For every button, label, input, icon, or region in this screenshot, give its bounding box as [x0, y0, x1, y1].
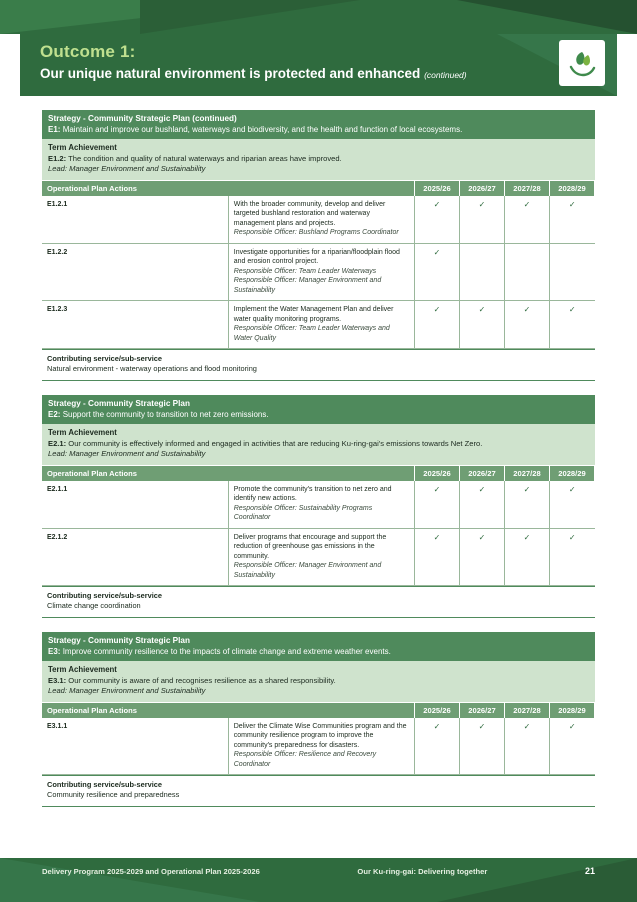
col-header-year-2: 2026/27: [460, 466, 505, 481]
col-header-year-2: 2026/27: [460, 703, 505, 718]
year-tick: ✓: [415, 481, 460, 529]
table-header-row: [42, 466, 595, 481]
contributing-heading: Contributing service/sub-service: [47, 780, 162, 789]
continued-note: (continued): [424, 70, 467, 80]
col-header-action: Operational Plan Actions: [42, 703, 415, 718]
table-row: [42, 481, 595, 529]
term-heading: Term Achievement: [48, 428, 117, 437]
footer-wedge-right: [437, 858, 637, 902]
responsible-officer: Responsible Officer: Manager Environment and Sustainability: [233, 562, 382, 579]
top-decorative-band: [0, 0, 637, 34]
year-tick: ✓: [505, 718, 550, 775]
term-achievement: [42, 661, 595, 703]
year-tick: ✓: [415, 718, 460, 775]
outcome-content: [42, 110, 595, 821]
contributing-service: [42, 775, 595, 807]
col-header-year-1: 2025/26: [415, 466, 460, 481]
year-tick-empty: [550, 243, 595, 301]
actions-table: [42, 703, 595, 776]
strategy-bar: [42, 110, 595, 139]
table-row: [42, 196, 595, 244]
action-text: Implement the Water Management Plan and deliver water quality monitoring programs.: [233, 306, 394, 323]
action-code: E2.1.2: [42, 528, 228, 586]
col-header-year-1: 2025/26: [415, 181, 460, 196]
responsible-officer: Responsible Officer: Resilience and Recovery Coordinator: [233, 751, 377, 768]
footer-document-title: Delivery Program 2025-2029 and Operational Plan 2025-2026: [42, 866, 260, 876]
strategy-block: [42, 632, 595, 807]
action-text: Deliver programs that encourage and support the reduction of greenhouse gas emissions in the community.: [233, 533, 387, 560]
strategy-label: Strategy - Community Strategic Plan: [48, 399, 190, 408]
year-tick: ✓: [505, 301, 550, 349]
year-tick: ✓: [415, 243, 460, 301]
col-header-year-4: 2028/29: [550, 703, 595, 718]
col-header-action: Operational Plan Actions: [42, 181, 415, 196]
responsible-officer-secondary: Responsible Officer: Manager Environment and Sustainability: [233, 277, 382, 294]
action-cell: [228, 301, 414, 349]
year-tick: ✓: [460, 301, 505, 349]
term-achievement: [42, 424, 595, 466]
responsible-officer: Responsible Officer: Team Leader Waterways: [233, 267, 377, 275]
action-cell: [228, 528, 414, 586]
year-tick: ✓: [550, 528, 595, 586]
band-wedge-right: [457, 0, 637, 34]
action-cell: [228, 718, 414, 775]
table-row: [42, 301, 595, 349]
action-text: With the broader community, develop and deliver targeted bushland restoration and waterway management plans and projects.: [233, 200, 386, 227]
year-tick: ✓: [505, 196, 550, 244]
table-row: [42, 718, 595, 775]
footer-wedge-left: [0, 858, 260, 902]
term-text: Our community is effectively informed and engaged in activities that are reducing Ku-ring-gai's emissions towards Net Zero.: [68, 438, 483, 448]
strategy-label: Strategy - Community Strategic Plan: [48, 636, 190, 645]
col-header-year-3: 2027/28: [505, 181, 550, 196]
action-code: E1.2.2: [42, 243, 228, 301]
year-tick: ✓: [415, 196, 460, 244]
contributing-text: Community resilience and preparedness: [47, 790, 180, 799]
strategy-code: E1:: [48, 125, 61, 134]
col-header-year-1: 2025/26: [415, 703, 460, 718]
table-row: [42, 528, 595, 586]
strategy-code: E2:: [48, 410, 61, 419]
term-code: E3.1:: [48, 675, 67, 685]
term-heading: Term Achievement: [48, 143, 117, 152]
year-tick: ✓: [550, 718, 595, 775]
band-wedge-mid: [140, 0, 360, 34]
term-code: E1.2:: [48, 153, 67, 163]
col-header-year-3: 2027/28: [505, 466, 550, 481]
year-tick: ✓: [505, 528, 550, 586]
outcome-subtitle: [40, 66, 467, 81]
contributing-text: Climate change coordination: [47, 601, 141, 610]
year-tick: ✓: [415, 301, 460, 349]
col-header-year-4: 2028/29: [550, 466, 595, 481]
year-tick: ✓: [460, 481, 505, 529]
outcome-header: [20, 34, 617, 96]
contributing-service: [42, 586, 595, 618]
table-header-row: [42, 181, 595, 196]
strategy-bar: [42, 632, 595, 661]
actions-table: [42, 181, 595, 350]
footer-band: [0, 858, 637, 902]
strategy-bar: [42, 395, 595, 424]
term-lead: Lead: Manager Environment and Sustainability: [48, 164, 206, 173]
strategy-text: Maintain and improve our bushland, waterways and biodiversity, and the health and function of local ecosystems.: [62, 125, 463, 134]
year-tick: ✓: [460, 528, 505, 586]
strategy-text: Support the community to transition to net zero emissions.: [62, 410, 269, 419]
table-row: [42, 243, 595, 301]
term-lead: Lead: Manager Environment and Sustainability: [48, 686, 206, 695]
year-tick: ✓: [415, 528, 460, 586]
year-tick-empty: [460, 243, 505, 301]
strategy-text: Improve community resilience to the impacts of climate change and extreme weather events.: [62, 647, 391, 656]
year-tick: ✓: [550, 301, 595, 349]
footer-tagline: Our Ku-ring-gai: Delivering together: [357, 866, 488, 876]
action-code: E1.2.3: [42, 301, 228, 349]
actions-table: [42, 466, 595, 587]
term-achievement: [42, 139, 595, 181]
term-heading: Term Achievement: [48, 665, 117, 674]
page-title: Outcome 1:: [40, 42, 136, 61]
term-text: Our community is aware of and recognises resilience as a shared responsibility.: [68, 675, 336, 685]
action-cell: [228, 243, 414, 301]
table-header-row: [42, 703, 595, 718]
action-text: Deliver the Climate Wise Communities program and the community resilience program to improve the community's preparedness for disasters.: [233, 722, 407, 749]
term-text: The condition and quality of natural waterways and riparian areas have improved.: [68, 153, 342, 163]
responsible-officer: Responsible Officer: Team Leader Waterways and Water Quality: [233, 325, 390, 342]
responsible-officer: Responsible Officer: Bushland Programs Coordinator: [233, 229, 399, 236]
action-cell: [228, 196, 414, 244]
year-tick: ✓: [550, 481, 595, 529]
year-tick: ✓: [550, 196, 595, 244]
strategy-label: Strategy - Community Strategic Plan (continued): [48, 114, 237, 123]
col-header-action: Operational Plan Actions: [42, 466, 415, 481]
contributing-heading: Contributing service/sub-service: [47, 354, 162, 363]
contributing-text: Natural environment - waterway operations and flood monitoring: [47, 364, 257, 373]
strategy-code: E3:: [48, 647, 61, 656]
year-tick: ✓: [505, 481, 550, 529]
leaf-in-hand-icon: [559, 40, 605, 86]
contributing-heading: Contributing service/sub-service: [47, 591, 162, 600]
col-header-year-3: 2027/28: [505, 703, 550, 718]
year-tick: ✓: [460, 196, 505, 244]
strategy-block: [42, 395, 595, 618]
page-number: 21: [584, 866, 595, 876]
action-code: E1.2.1: [42, 196, 228, 244]
col-header-year-4: 2028/29: [550, 181, 595, 196]
responsible-officer: Responsible Officer: Sustainability Programs Coordinator: [233, 504, 373, 521]
col-header-year-2: 2026/27: [460, 181, 505, 196]
action-code: E3.1.1: [42, 718, 228, 775]
action-cell: [228, 481, 414, 529]
footer: [42, 866, 595, 876]
contributing-service: [42, 349, 595, 381]
term-lead: Lead: Manager Environment and Sustainability: [48, 449, 206, 458]
action-text: Investigate opportunities for a riparian/floodplain flood and erosion control project.: [233, 248, 400, 265]
year-tick-empty: [505, 243, 550, 301]
outcome-subtitle-text: Our unique natural environment is protected and enhanced: [40, 66, 421, 81]
action-code: E2.1.1: [42, 481, 228, 529]
term-code: E2.1:: [48, 438, 67, 448]
strategy-block: [42, 110, 595, 381]
action-text: Promote the community's transition to net zero and identify new actions.: [233, 485, 392, 502]
year-tick: ✓: [460, 718, 505, 775]
